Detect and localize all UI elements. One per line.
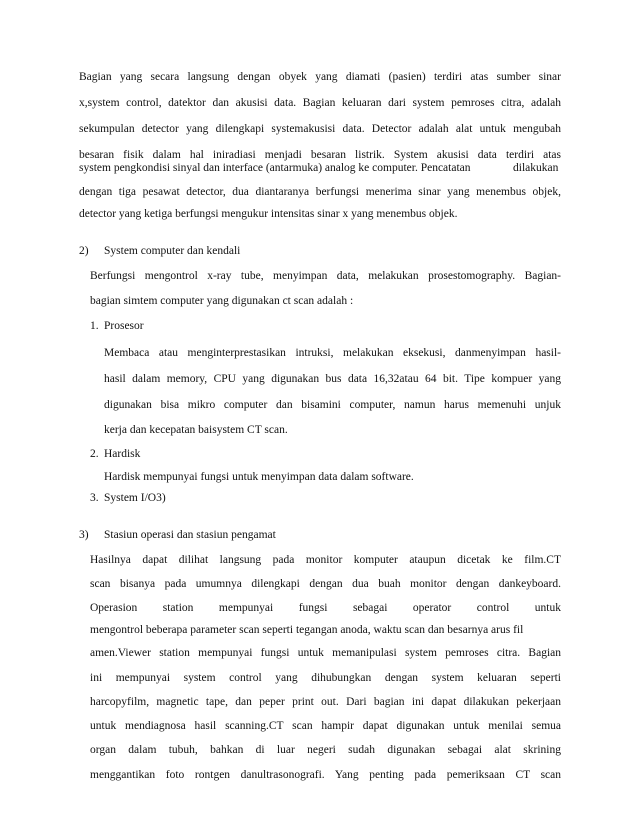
list-item-line: hasil dalam memory, CPU yang digunakan bus data 16,32atau 64 bit. Tipe kompuer yang <box>104 373 561 385</box>
paragraph-line: amen.Viewer station mempunyai fungsi untuk memanipulasi system pemroses citra. Bagian <box>90 647 561 659</box>
paragraph-line: ini mempunyai system control yang dihubungkan dengan system keluaran seperti <box>90 672 561 684</box>
list-item-title: System I/O3) <box>104 492 166 504</box>
list-item-line: digunakan bisa mikro computer dan bisamini computer, namun harus memenuhi unjuk <box>104 399 561 411</box>
paragraph-line: Hasilnya dapat dilihat langsung pada monitor komputer ataupun dicetak ke film.CT <box>90 554 561 566</box>
paragraph-line-text: system pengkondisi sinyal dan interface (antarmuka) analog ke computer. Pencatatan <box>79 162 471 174</box>
paragraph-line: Berfungsi mengontrol x-ray tube, menyimpan data, melakukan prosestomography. Bagian- <box>90 270 561 282</box>
paragraph-line: bagian simtem computer yang digunakan ct scan adalah : <box>90 295 354 307</box>
paragraph-line: dengan tiga pesawat detector, dua diantaranya berfungsi menerima sinar yang menembus objek, <box>79 186 561 198</box>
paragraph-line: untuk mendiagnosa hasil scanning.CT scan hampir dapat digunakan untuk menilai semua <box>90 720 561 732</box>
paragraph-line: harcopyfilm, magnetic tape, dan peper print out. Dari bagian ini dapat dilakukan pekerjaan <box>90 696 561 708</box>
paragraph-line: mengontrol beberapa parameter scan seperti tegangan anoda, waktu scan dan besarnya arus fil <box>90 624 524 636</box>
list-item-number: 1. <box>90 320 99 332</box>
list-item-number: 2. <box>90 448 99 460</box>
list-item-line: Hardisk mempunyai fungsi untuk menyimpan data dalam software. <box>104 471 414 483</box>
paragraph-line: scan bisanya pada umumnya dilengkapi dengan dua buah monitor dengan dankeyboard. <box>90 578 561 590</box>
list-item-number: 3. <box>90 492 99 504</box>
section-title: Stasiun operasi dan stasiun pengamat <box>104 529 276 541</box>
list-item-title: Prosesor <box>104 320 144 332</box>
section-number: 3) <box>79 529 89 541</box>
list-item-line: kerja dan kecepatan baisystem CT scan. <box>104 424 288 436</box>
list-item-title: Hardisk <box>104 448 141 460</box>
section-title: System computer dan kendali <box>104 245 241 257</box>
paragraph-line: x,system control, datektor dan akusisi data. Bagian keluaran dari system pemroses citra, adalah <box>79 97 561 109</box>
paragraph-line: Operasion station mempunyai fungsi sebagai operator control untuk <box>90 602 561 614</box>
paragraph-line: detector yang ketiga berfungsi mengukur intensitas sinar x yang menembus objek. <box>79 208 458 220</box>
paragraph-line: sekumpulan detector yang dilengkapi systemakusisi data. Detector adalah alat untuk mengubah <box>79 123 561 135</box>
paragraph-line: besaran fisik dalam hal iniradiasi menjadi besaran listrik. System akusisi data terdiri atas <box>79 149 561 161</box>
section-number: 2) <box>79 245 89 257</box>
paragraph-line: Bagian yang secara langsung dengan obyek yang diamati (pasien) terdiri atas sumber sinar <box>79 71 561 83</box>
paragraph-line-with-gap <box>79 160 561 176</box>
paragraph-line: organ dalam tubuh, bahkan di luar negeri sudah digunakan sebagai alat skrining <box>90 744 561 756</box>
paragraph-line: menggantikan foto rontgen danultrasonografi. Yang penting pada pemeriksaan CT scan <box>90 769 561 781</box>
list-item-line: Membaca atau menginterprestasikan intruksi, melakukan eksekusi, danmenyimpan hasil- <box>104 347 561 359</box>
paragraph-line-tail: dilakukan <box>513 162 559 174</box>
